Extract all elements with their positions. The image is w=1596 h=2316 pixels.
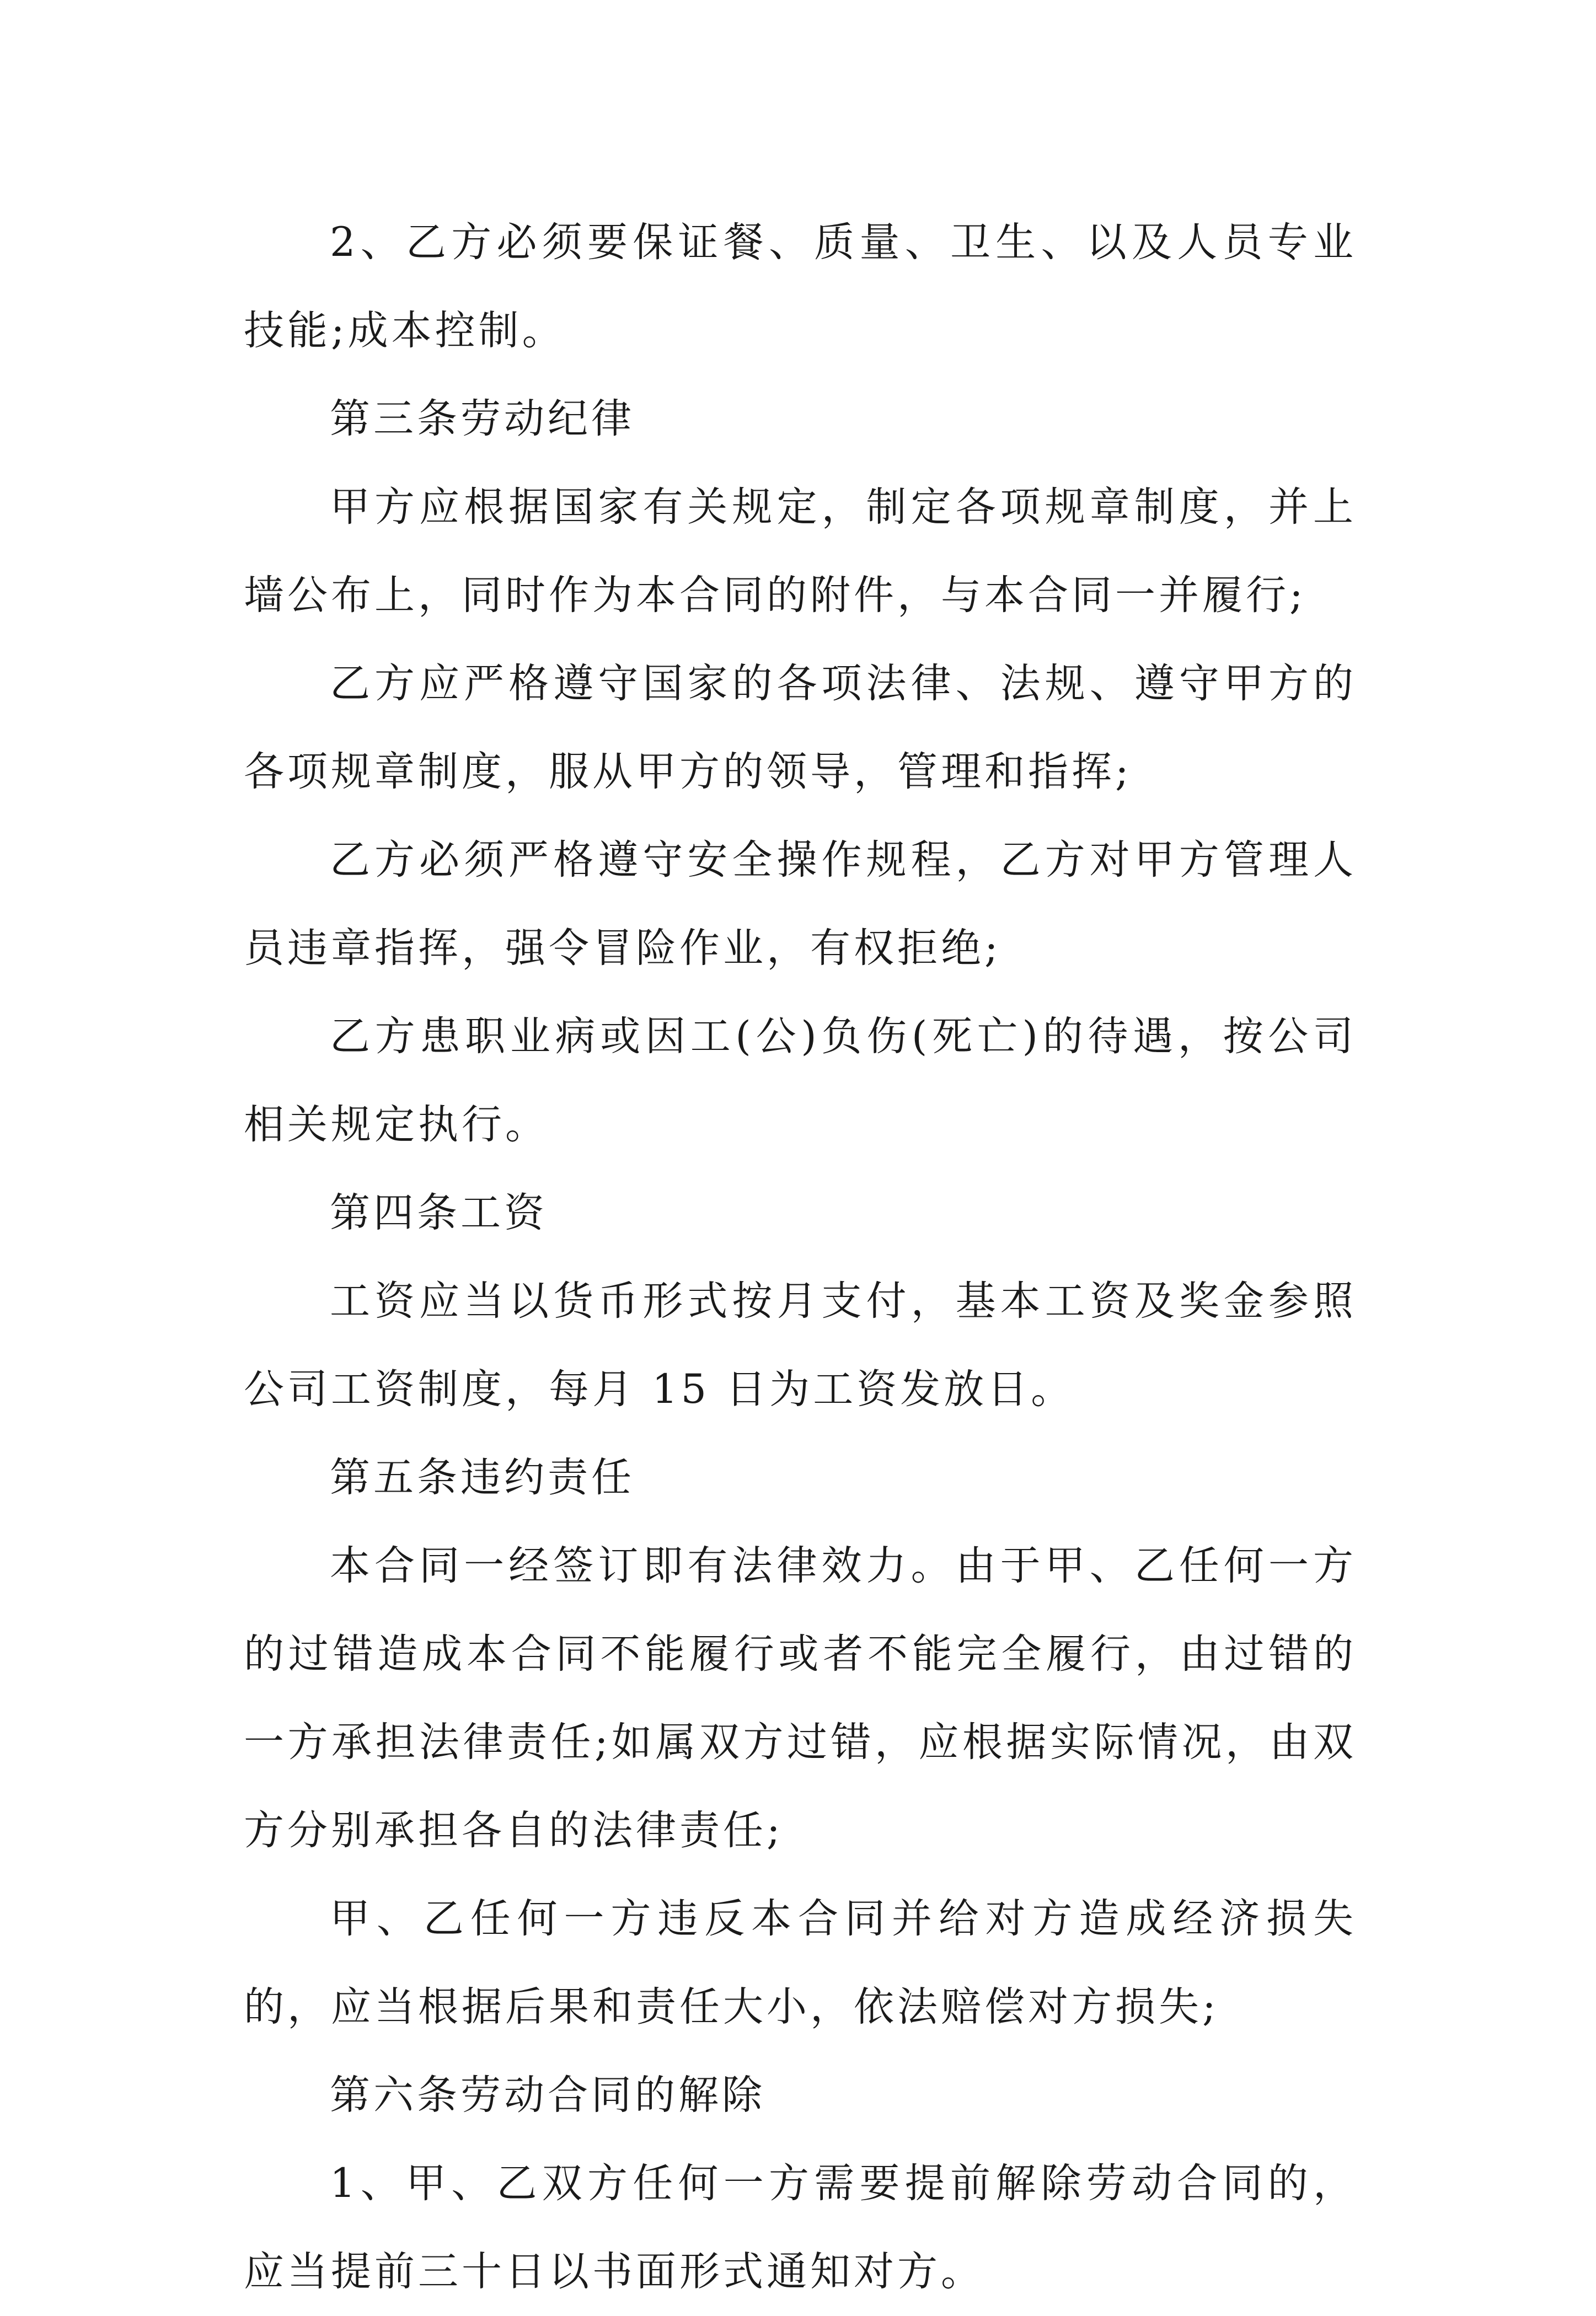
paragraph-rules-publication: 甲方应根据国家有关规定，制定各项规章制度，并上墙公布上，同时作为本合同的附件，与本合同一并履行; (244, 484, 1357, 619)
heading-article-4-wages: 第四条工资 (330, 1189, 548, 1236)
paragraph-wage-payment: 工资应当以货币形式按月支付，基本工资及奖金参照公司工资制度，每月 15 日为工资发放日。 (244, 1278, 1357, 1413)
paragraph-safety-rules: 乙方必须严格遵守安全操作规程，乙方对甲方管理人员违章指挥，强令冒险作业，有权拒绝; (244, 837, 1357, 972)
paragraph-occupational-injury: 乙方患职业病或因工(公)负伤(死亡)的待遇，按公司相关规定执行。 (244, 1013, 1357, 1148)
heading-article-5-liability: 第五条违约责任 (330, 1454, 635, 1501)
heading-article-3-labor-discipline: 第三条劳动纪律 (330, 395, 635, 442)
document-body (244, 199, 1357, 2316)
paragraph-termination-notice: 1、甲、乙双方任何一方需要提前解除劳动合同的，应当提前三十日以书面形式通知对方。 (244, 2160, 1357, 2295)
heading-article-6-termination: 第六条劳动合同的解除 (330, 2072, 765, 2119)
paragraph-legal-effect: 本合同一经签订即有法律效力。由于甲、乙任何一方的过错造成本合同不能履行或者不能完全履行，由过错的一方承担法律责任;如属双方过错，应根据实际情况，由双方分别承担各自的法律责任; (244, 1542, 1357, 1854)
paragraph-compensation: 甲、乙任何一方违反本合同并给对方造成经济损失的，应当根据后果和责任大小，依法赔偿对方损失; (244, 1895, 1357, 2030)
paragraph-clause-2-quality: 2、乙方必须要保证餐、质量、卫生、以及人员专业技能;成本控制。 (244, 219, 1357, 354)
paragraph-comply-laws: 乙方应严格遵守国家的各项法律、法规、遵守甲方的各项规章制度，服从甲方的领导，管理和指挥; (244, 660, 1357, 795)
